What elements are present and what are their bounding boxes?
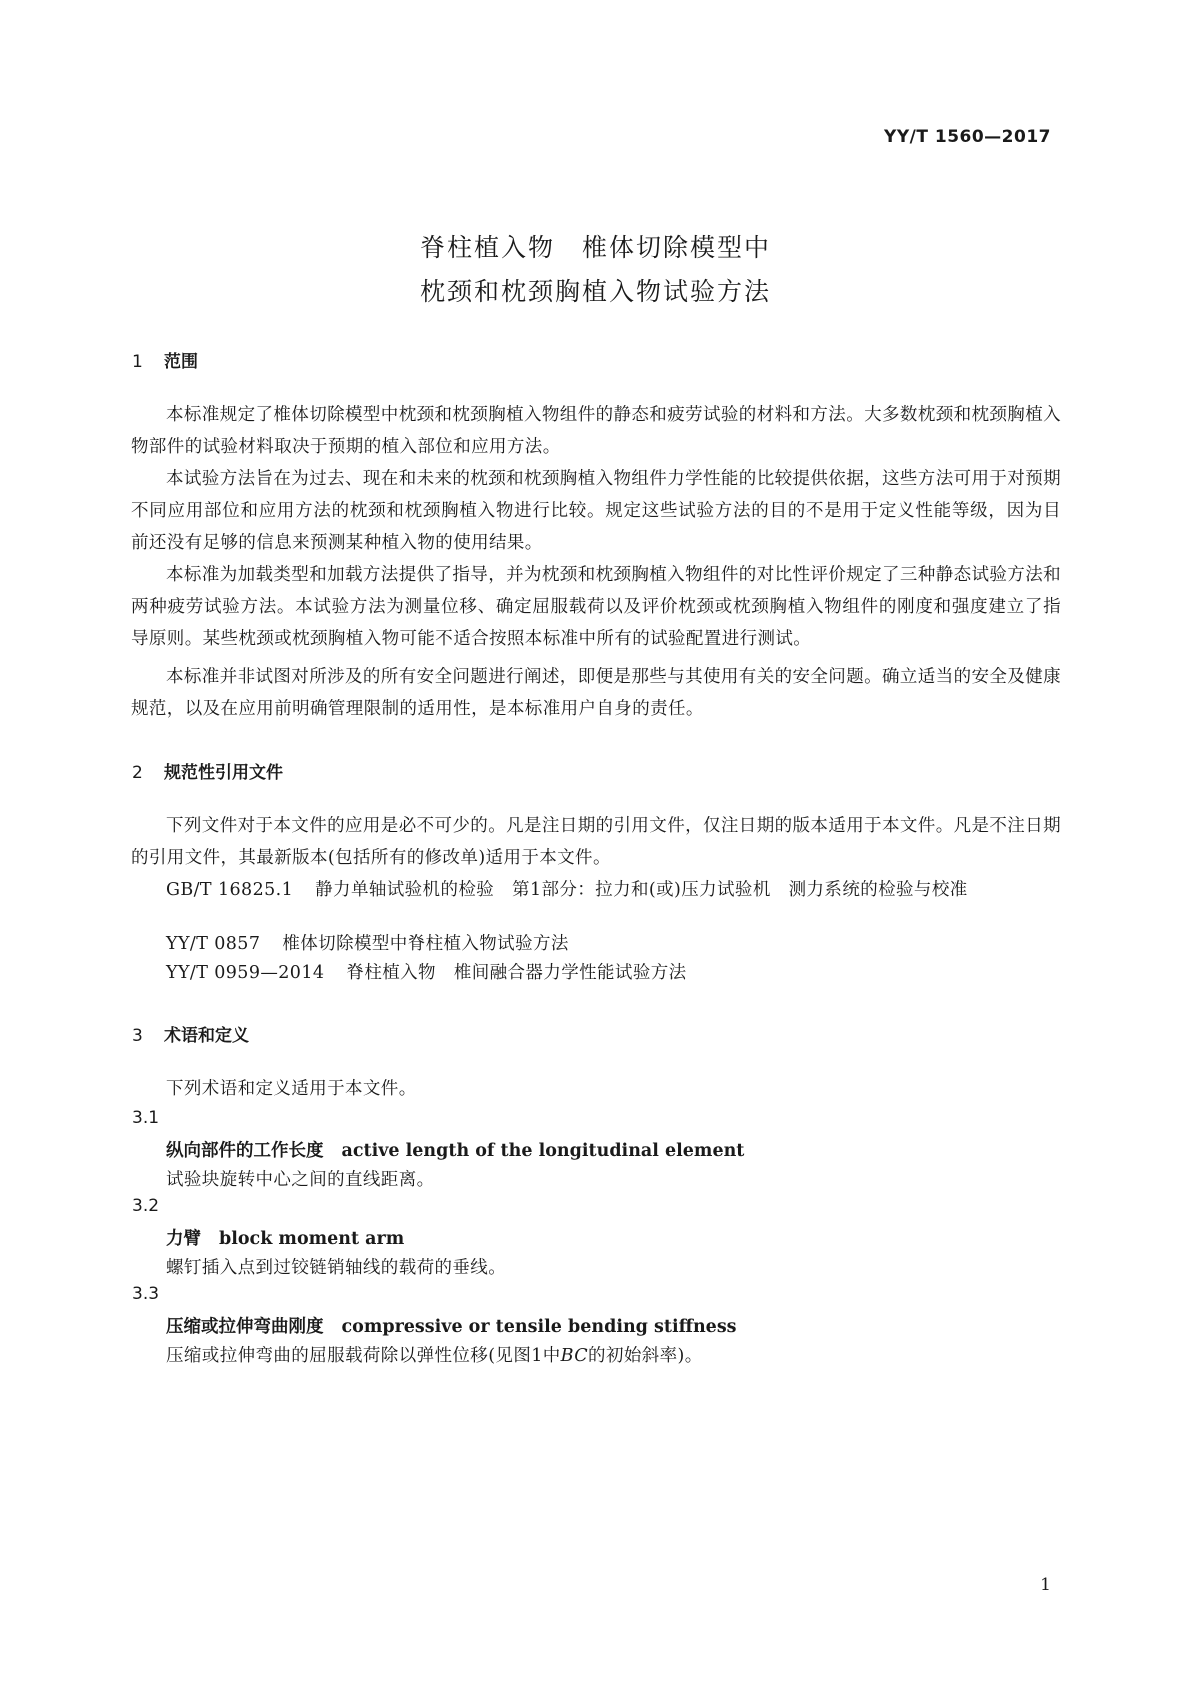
terms-intro: 下列术语和定义适用于本文件。: [166, 1079, 417, 1099]
reference-name: 椎体切除模型中脊柱植入物试验方法: [282, 934, 569, 954]
term-en: block moment arm: [219, 1229, 405, 1249]
term-heading: [166, 1137, 744, 1162]
term-definition: 试验块旋转中心之间的直线距离。: [166, 1170, 435, 1190]
term-heading: [166, 1225, 404, 1250]
term-en: compressive or tensile bending stiffness: [341, 1317, 737, 1337]
document-title-line-2: 枕颈和枕颈胸植入物试验方法: [419, 277, 771, 306]
term-en: active length of the longitudinal element: [341, 1141, 745, 1161]
section-number: 3: [132, 1026, 143, 1046]
page-number: 1: [1040, 1575, 1051, 1595]
scope-paragraph-1: 本标准规定了椎体切除模型中枕颈和枕颈胸植入物组件的静态和疲劳试验的材料和方法。大多数枕颈和枕颈胸植入物部件的试验材料取决于预期的植入部位和应用方法。: [131, 405, 1061, 457]
section-title: 规范性引用文件: [164, 763, 283, 783]
reference-item: [131, 957, 1061, 989]
scope-paragraph-2: 本试验方法旨在为过去、现在和未来的枕颈和枕颈胸植入物组件力学性能的比较提供依据，这些方法可用于对预期不同应用部位和应用方法的枕颈和枕颈胸植入物进行比较。规定这些试验方法的目的不是用于定义性能等级，因为目前还没有足够的信息来预测某种植入物的使用结果。: [131, 469, 1061, 553]
reference-name: 脊柱植入物 椎间融合器力学性能试验方法: [346, 963, 687, 983]
section-1-heading: [132, 347, 198, 372]
term-definition: [166, 1342, 703, 1367]
reference-item: [131, 874, 1061, 906]
section-number: 2: [132, 763, 143, 783]
standard-code: YY/T 1560—2017: [884, 127, 1051, 147]
document-title-line-1: 脊柱植入物 椎体切除模型中: [419, 233, 771, 262]
reference-name: 静力单轴试验机的检验 第1部分：拉力和(或)压力试验机 测力系统的检验与校准: [315, 880, 968, 900]
term-zh: 力臂: [166, 1229, 201, 1249]
reference-code: GB/T 16825.1: [166, 880, 294, 900]
term-number: 3.3: [132, 1284, 160, 1304]
term-number: 3.1: [132, 1108, 160, 1128]
term-zh: 压缩或拉伸弯曲刚度: [166, 1317, 324, 1337]
section-number: 1: [132, 352, 143, 372]
section-2-heading: [132, 758, 283, 783]
reference-code: YY/T 0959—2014: [166, 963, 325, 983]
scope-paragraph-4: 本标准并非试图对所涉及的所有安全问题进行阐述，即便是那些与其使用有关的安全问题。确立适当的安全及健康规范，以及在应用前明确管理限制的适用性，是本标准用户自身的责任。: [131, 667, 1061, 719]
section-3-heading: [132, 1021, 249, 1046]
normative-intro: 下列文件对于本文件的应用是必不可少的。凡是注日期的引用文件，仅注日期的版本适用于本文件。凡是不注日期的引用文件，其最新版本(包括所有的修改单)适用于本文件。: [131, 816, 1061, 868]
section-title: 术语和定义: [164, 1026, 249, 1046]
term-definition: 螺钉插入点到过铰链销轴线的载荷的垂线。: [166, 1258, 507, 1278]
definition-variable: BC: [560, 1346, 589, 1366]
reference-item: [131, 928, 1061, 960]
section-title: 范围: [164, 352, 198, 372]
term-heading: [166, 1313, 737, 1338]
term-zh: 纵向部件的工作长度: [166, 1141, 324, 1161]
reference-code: YY/T 0857: [166, 934, 261, 954]
definition-text: 的初始斜率)。: [588, 1346, 703, 1366]
scope-paragraph-3: 本标准为加载类型和加载方法提供了指导，并为枕颈和枕颈胸植入物组件的对比性评价规定了三种静态试验方法和两种疲劳试验方法。本试验方法为测量位移、确定屈服载荷以及评价枕颈或枕颈胸植入物组件的刚度和强度建立了指导原则。某些枕颈或枕颈胸植入物可能不适合按照本标准中所有的试验配置进行测试。: [131, 565, 1061, 649]
term-number: 3.2: [132, 1196, 160, 1216]
definition-text: 压缩或拉伸弯曲的屈服载荷除以弹性位移(见图1中: [166, 1346, 561, 1366]
